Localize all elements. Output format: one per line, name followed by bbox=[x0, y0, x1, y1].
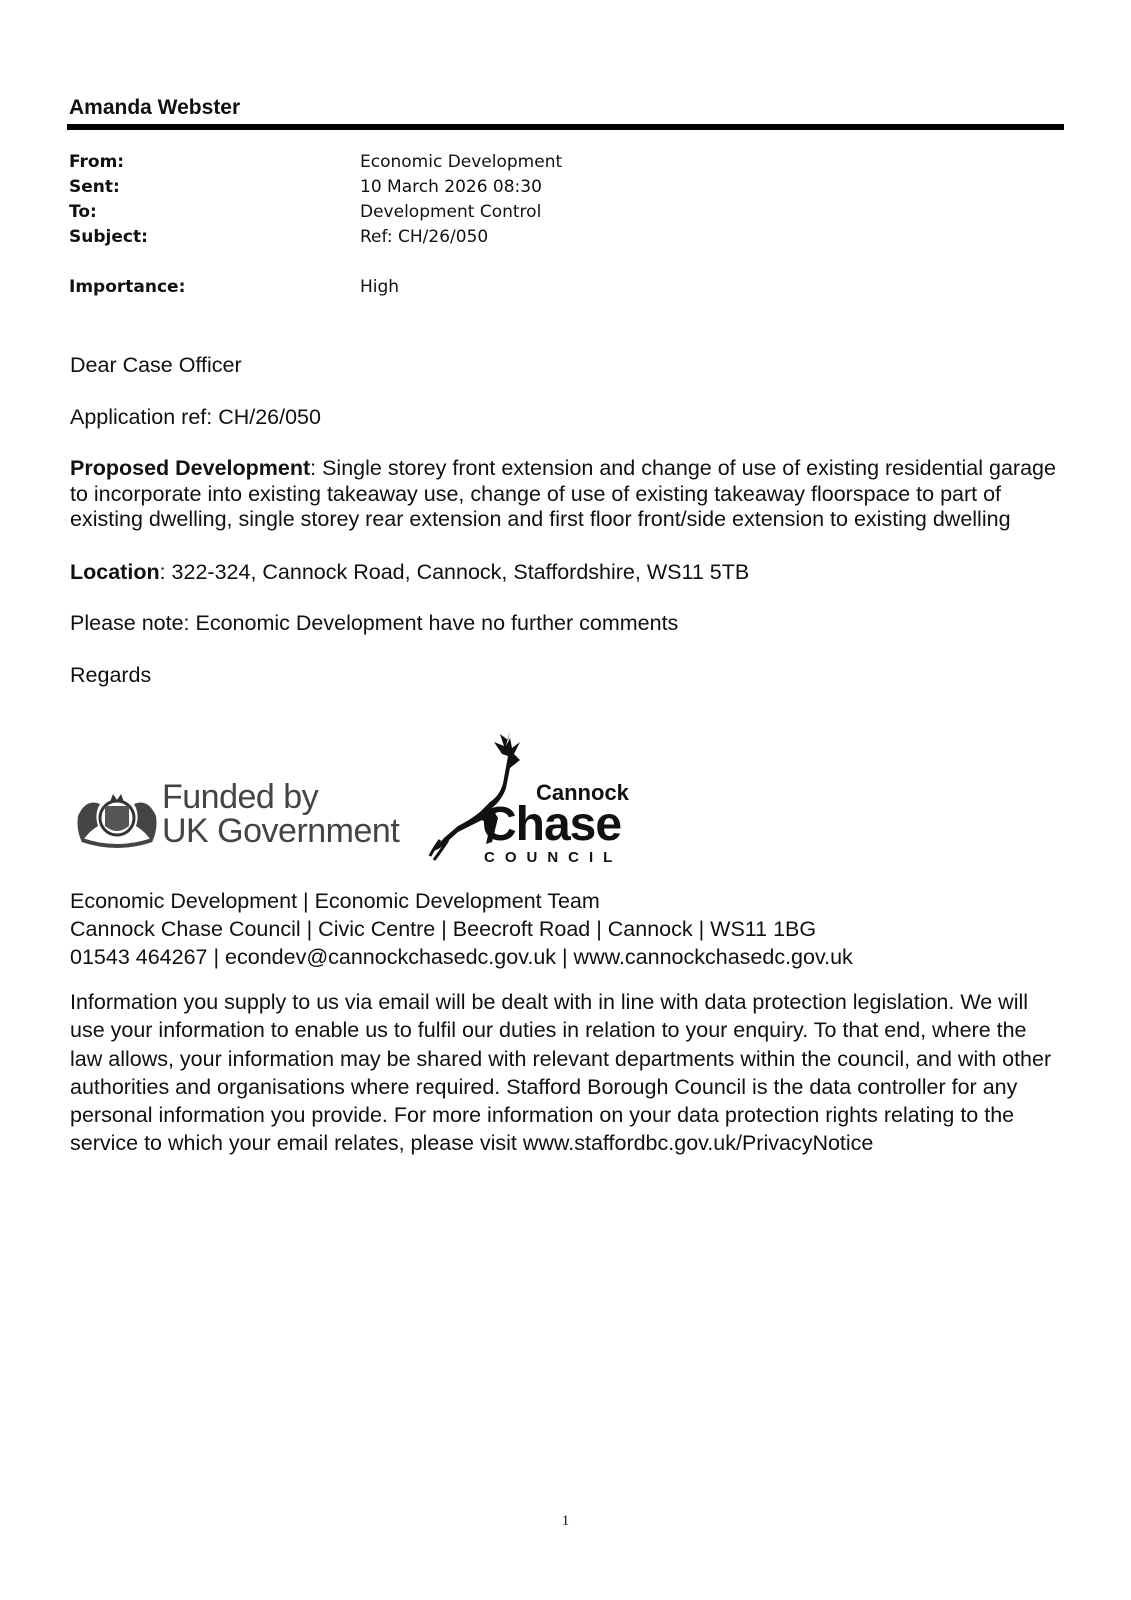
proposed-label: Proposed Development bbox=[70, 456, 311, 480]
greeting: Dear Case Officer bbox=[70, 353, 242, 377]
logos bbox=[70, 728, 670, 888]
importance-value: High bbox=[360, 277, 400, 297]
signature-line2: Cannock Chase Council | Civic Centre | Beecroft Road | Cannock | WS11 1BG bbox=[70, 917, 817, 941]
council-line1: Cannock bbox=[536, 780, 629, 805]
royal-coat-of-arms-icon bbox=[78, 794, 157, 846]
from-label: From: bbox=[69, 152, 125, 172]
privacy-notice: Information you supply to us via email will be dealt with in line with data protection legislation. We will use your information to enable us to fulfil our duties in relation to your enquiry. To that end, where the law allows, your information may be shared with relevant departments within the council, and with other authorities and organisations where required. Stafford Borough Council is the data controller for any personal information you provide. For more information on your data protection rights relating to the service to which your email relates, please visit www.staffordbc.gov.uk/PrivacyNotice bbox=[70, 990, 1052, 1156]
council-line3: COUNCIL bbox=[484, 849, 623, 866]
location bbox=[70, 559, 749, 585]
signature-line3: 01543 464267 | econdev@cannockchasedc.gov.uk | www.cannockchasedc.gov.uk bbox=[70, 945, 853, 969]
council-line2: Chase bbox=[482, 798, 622, 851]
subject-label: Subject: bbox=[69, 227, 148, 247]
header-divider bbox=[67, 124, 1064, 130]
location-text: : 322-324, Cannock Road, Cannock, Staffordshire, WS11 5TB bbox=[159, 560, 750, 584]
page-number: 1 bbox=[561, 1513, 570, 1529]
subject-value: Ref: CH/26/050 bbox=[360, 227, 489, 247]
sender-name: Amanda Webster bbox=[69, 96, 241, 119]
to-label: To: bbox=[69, 202, 97, 222]
location-label: Location bbox=[70, 560, 160, 584]
importance-label: Importance: bbox=[69, 277, 186, 297]
sent-value: 10 March 2026 08:30 bbox=[360, 177, 542, 197]
funded-line1: Funded by bbox=[162, 778, 319, 816]
proposed-development bbox=[70, 456, 1060, 533]
from-value: Economic Development bbox=[360, 152, 563, 172]
proposed-text: : Single storey front extension and change of use of existing residential garage to incorporate into existing takeaway use, change of use of existing takeaway floorspace to part of existing dwelling, single storey rear extension and first floor front/side extension to existing dwelling bbox=[70, 456, 1056, 531]
signature-line1: Economic Development | Economic Development Team bbox=[70, 889, 600, 913]
note: Please note: Economic Development have no further comments bbox=[70, 611, 679, 635]
sent-label: Sent: bbox=[69, 177, 120, 197]
funded-line2: UK Government bbox=[162, 812, 400, 850]
to-value: Development Control bbox=[360, 202, 542, 222]
application-ref: Application ref: CH/26/050 bbox=[70, 405, 321, 429]
signoff: Regards bbox=[70, 663, 152, 687]
